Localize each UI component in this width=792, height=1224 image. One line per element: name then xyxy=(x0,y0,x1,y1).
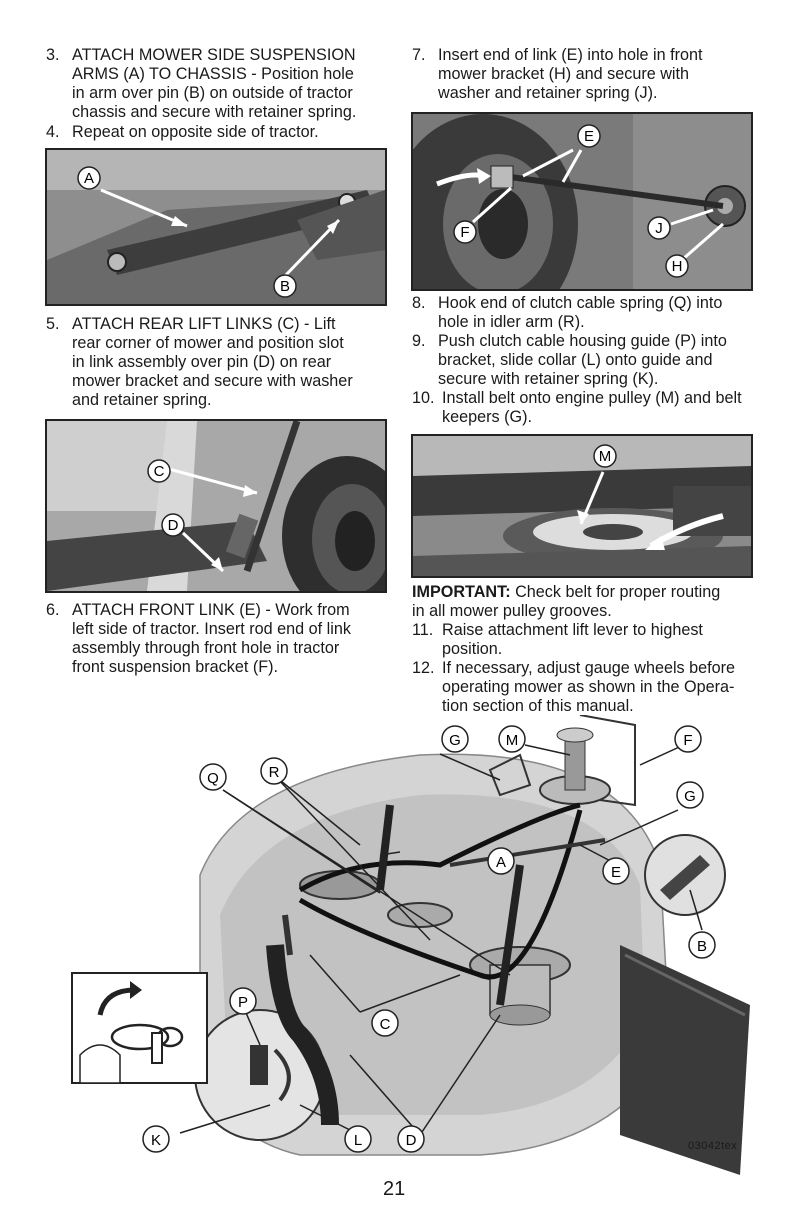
callout-f: F xyxy=(460,224,470,241)
step-number: 6. xyxy=(46,601,60,619)
step-text-line: Raise attachment lift lever to highest xyxy=(442,621,703,639)
diagram-callout-b: B xyxy=(696,938,708,955)
step-text-line: If necessary, adjust gauge wheels before xyxy=(442,659,736,677)
photo-suspension-arm-art xyxy=(47,150,385,304)
step-text-line: left side of tractor. Insert rod end of link xyxy=(72,620,351,638)
step-text-line: and retainer spring. xyxy=(72,391,212,409)
photo-engine-pulley-art xyxy=(413,436,751,576)
diagram-callout-g-top: G xyxy=(449,732,461,749)
step-text-line: ARMS (A) TO CHASSIS - Position hole xyxy=(72,65,354,83)
step-text-line: Insert end of link (E) into hole in front xyxy=(438,46,703,64)
step-text-line: front suspension bracket (F). xyxy=(72,658,279,676)
diagram-callout-q: Q xyxy=(207,770,219,787)
step-text-line: secure with retainer spring (K). xyxy=(438,370,659,388)
step-text-line: Repeat on opposite side of tractor. xyxy=(72,123,319,141)
diagram-callout-c: C xyxy=(379,1016,391,1033)
diagram-callout-d: D xyxy=(405,1132,417,1149)
page-number: 21 xyxy=(383,1178,406,1200)
diagram-callout-f: F xyxy=(683,732,693,749)
step-text-line: ATTACH FRONT LINK (E) - Work from xyxy=(72,601,350,619)
step-text-line: washer and retainer spring (J). xyxy=(438,84,658,102)
callout-e: E xyxy=(583,128,595,145)
photo-front-link xyxy=(411,112,753,291)
step-text-line: ATTACH MOWER SIDE SUSPENSION xyxy=(72,46,356,64)
callout-m: M xyxy=(598,448,612,465)
step-text-line: bracket, slide collar (L) onto guide and xyxy=(438,351,713,369)
step-text-line: operating mower as shown in the Opera- xyxy=(442,678,735,696)
callout-h: H xyxy=(671,258,683,275)
diagram-callout-k: K xyxy=(150,1132,162,1149)
figure-code: 03042tex xyxy=(688,1140,738,1152)
diagram-callout-r: R xyxy=(268,764,280,781)
photo-suspension-arm xyxy=(45,148,387,306)
step-text-line: Install belt onto engine pulley (M) and belt xyxy=(442,389,742,407)
photo-rear-lift-link xyxy=(45,419,387,593)
step-text-line: hole in idler arm (R). xyxy=(438,313,585,331)
important-text-line2: in all mower pulley grooves. xyxy=(412,602,612,620)
step-text-line: Hook end of clutch cable spring (Q) into xyxy=(438,294,723,312)
step-text-line: in arm over pin (B) on outside of tractor xyxy=(72,84,353,102)
step-text-line: mower bracket (H) and secure with xyxy=(438,65,689,83)
callout-b: B xyxy=(279,278,291,295)
callout-d: D xyxy=(167,517,179,534)
callout-c: C xyxy=(153,463,165,480)
important-text: Check belt for proper routing xyxy=(510,583,721,601)
photo-rear-lift-link-art xyxy=(47,421,385,591)
step-number: 12. xyxy=(412,659,435,677)
step-text-line: assembly through front hole in tractor xyxy=(72,639,340,657)
photo-engine-pulley xyxy=(411,434,753,578)
diagram-callout-p: P xyxy=(237,994,249,1011)
step-number: 7. xyxy=(412,46,426,64)
step-text-line: chassis and secure with retainer spring. xyxy=(72,103,357,121)
diagram-callout-g-right: G xyxy=(684,788,696,805)
diagram-callout-l: L xyxy=(353,1132,363,1149)
callout-j: J xyxy=(655,220,663,237)
step-text-line: in link assembly over pin (D) on rear xyxy=(72,353,332,371)
step-text-line: tion section of this manual. xyxy=(442,697,634,715)
step-text-line: keepers (G). xyxy=(442,408,532,426)
step-text-line: position. xyxy=(442,640,503,658)
important-keyword: IMPORTANT: xyxy=(412,583,511,601)
step-number: 8. xyxy=(412,294,426,312)
step-number: 10. xyxy=(412,389,435,407)
step-number: 3. xyxy=(46,46,60,64)
step-number: 11. xyxy=(412,621,434,639)
important-note xyxy=(412,583,757,621)
mower-deck-diagram xyxy=(60,715,760,1175)
step-text-line: rear corner of mower and position slot xyxy=(72,334,344,352)
step-text-line: mower bracket and secure with washer xyxy=(72,372,353,390)
step-number: 9. xyxy=(412,332,426,350)
diagram-callout-m: M xyxy=(505,732,519,749)
photo-front-link-art xyxy=(413,114,751,289)
step-text-line: Push clutch cable housing guide (P) into xyxy=(438,332,727,350)
step-text-line: ATTACH REAR LIFT LINKS (C) - Lift xyxy=(72,315,336,333)
callout-a: A xyxy=(83,170,95,187)
step-number: 5. xyxy=(46,315,60,333)
diagram-callout-e: E xyxy=(610,864,622,881)
step-number: 4. xyxy=(46,123,60,141)
diagram-callout-a: A xyxy=(495,854,507,871)
